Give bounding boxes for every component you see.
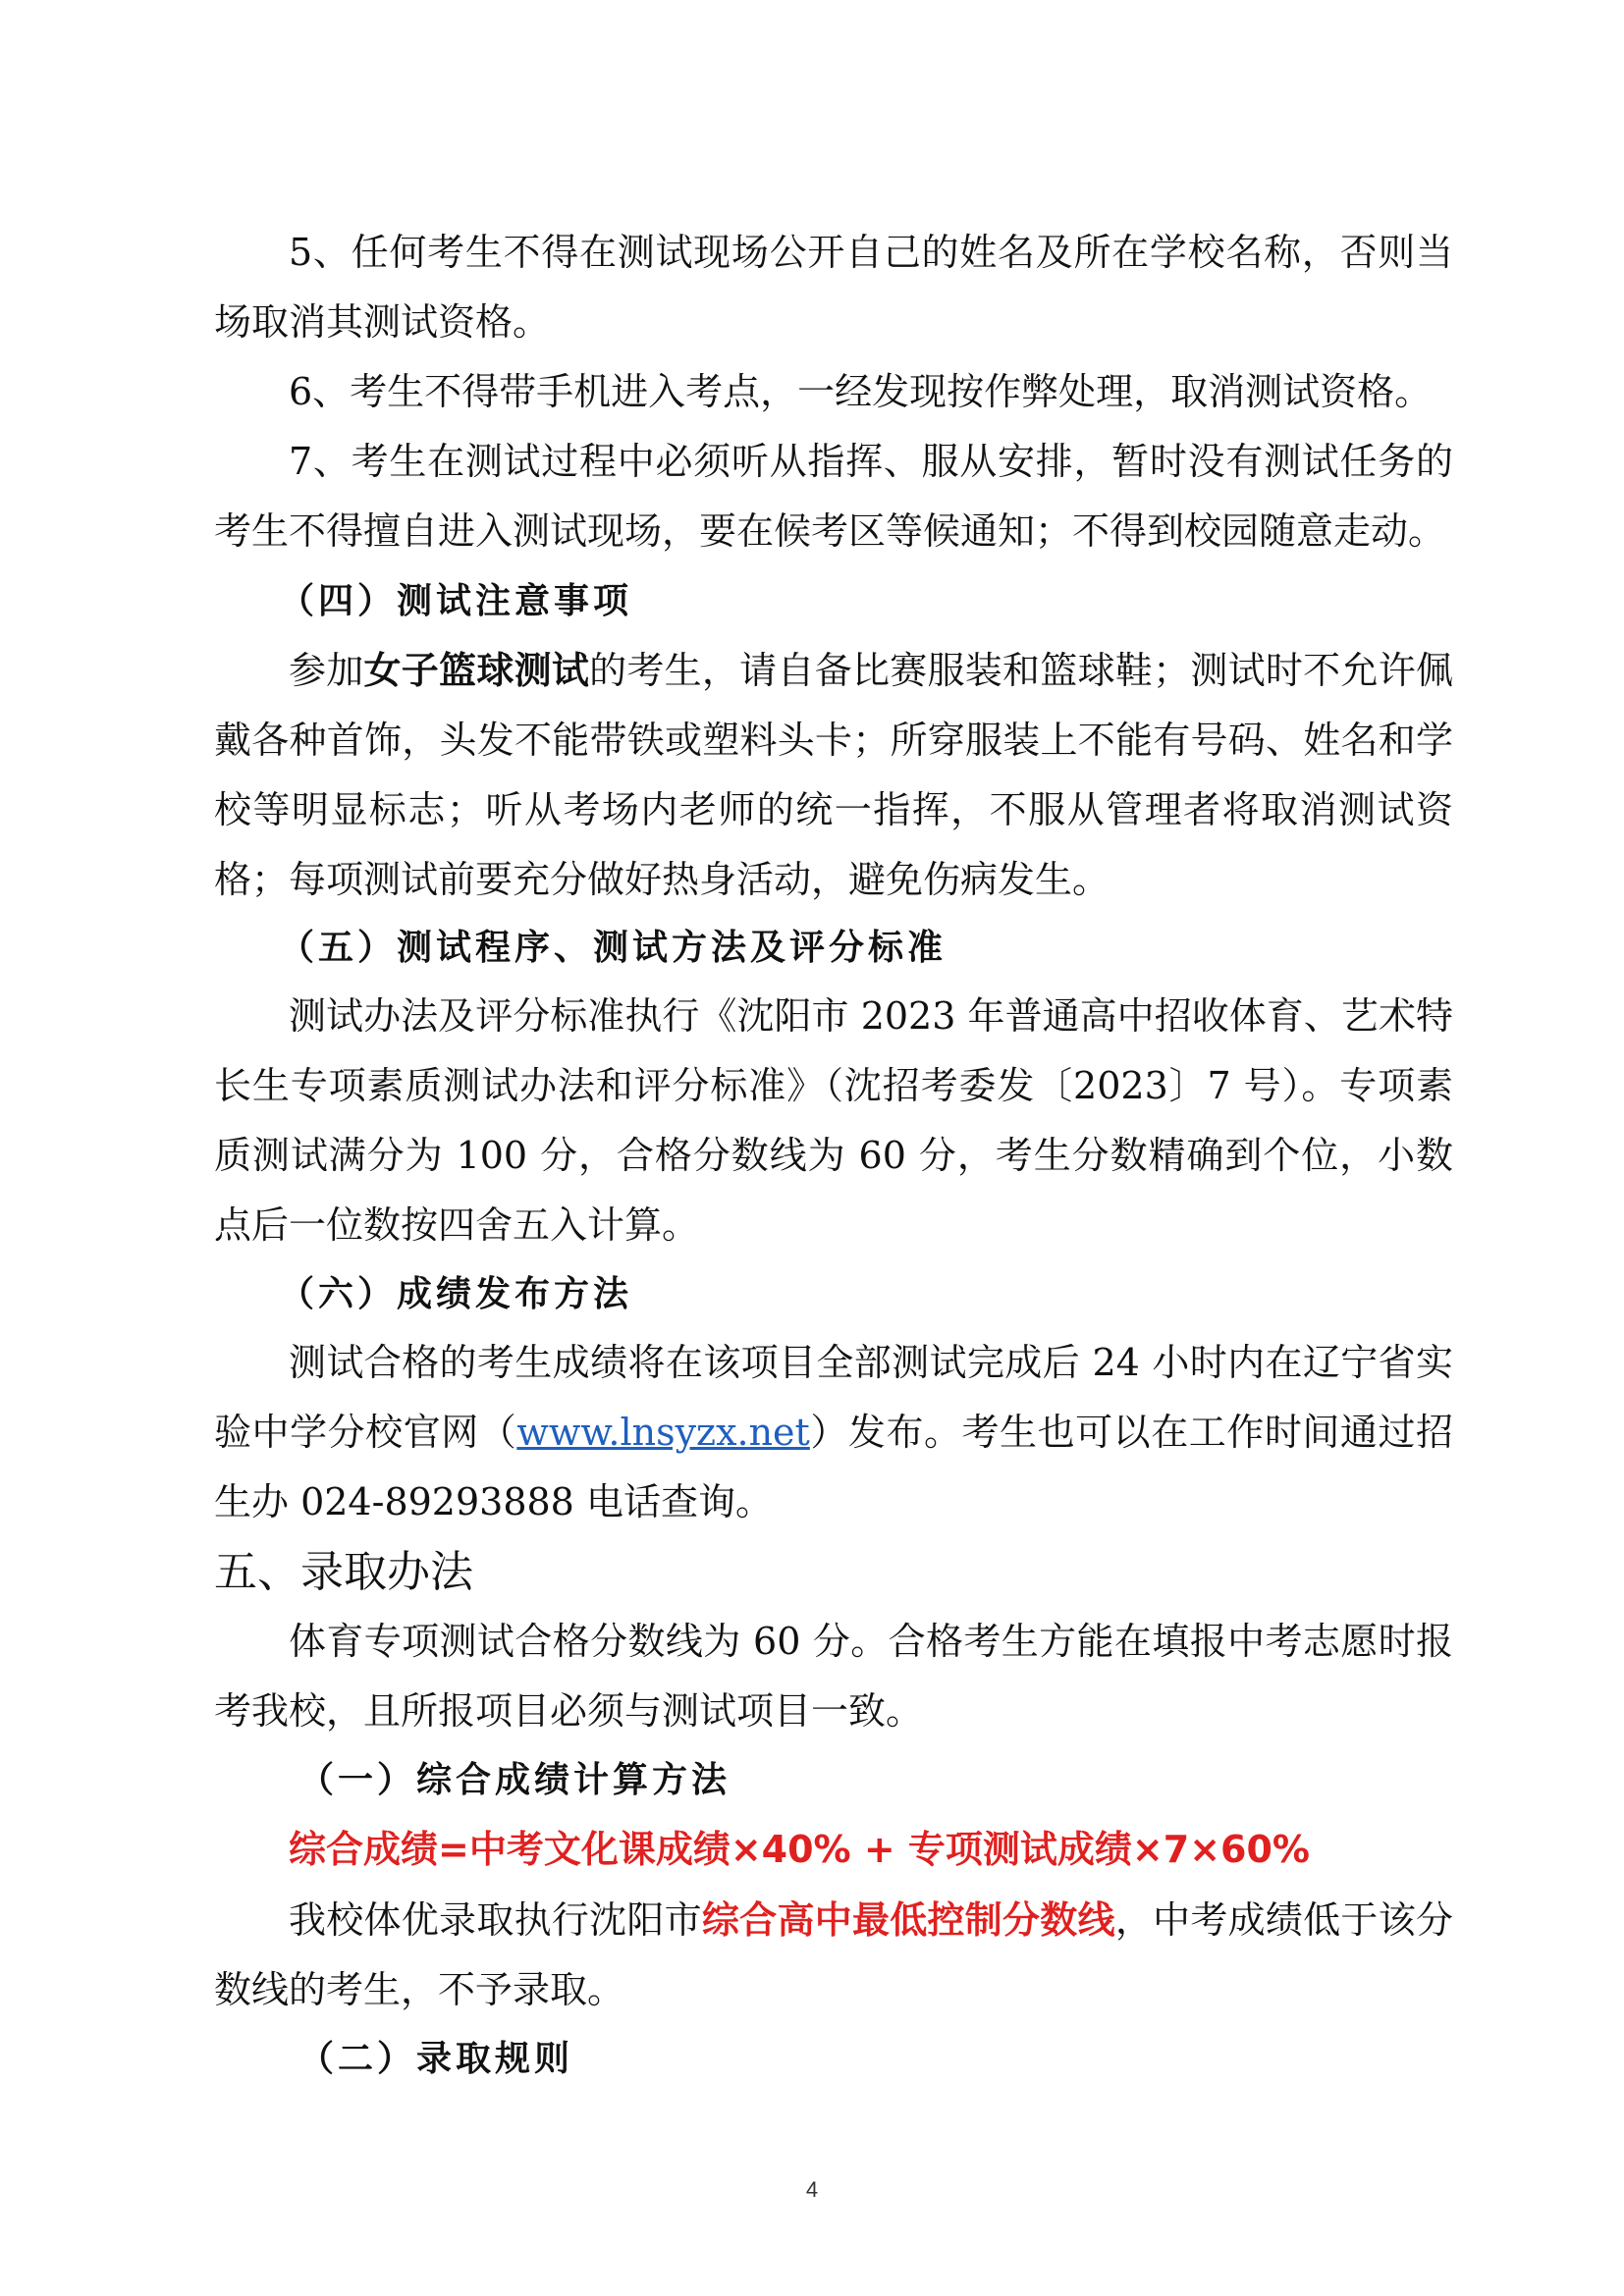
heading-score-release: （六）成绩发布方法 (279, 1274, 633, 1314)
heading-score-calculation: （一）综合成绩计算方法 (298, 1760, 731, 1800)
release-paragraph (214, 1328, 1453, 1537)
school-website-link[interactable]: www.lnsyzx.net (516, 1411, 810, 1454)
notice-paragraph (214, 636, 1453, 915)
policy-text-post: ，中考成绩低于该分数线的考生，不予录取。 (214, 1898, 1453, 2011)
notice-text-post: 的考生，请自备比赛服装和篮球鞋；测试时不允许佩戴各种首饰，头发不能带铁或塑料头卡；所穿服装上不能有号码、姓名和学校等明显标志；听从考场内老师的统一指挥，不服从管理者将取消测试资格；每项测试前要充分做好热身活动，避免伤病发生。 (214, 649, 1453, 901)
policy-text-pre: 我校体优录取执行沈阳市 (289, 1898, 702, 1942)
notice-text-pre: 参加 (289, 649, 364, 692)
admission-paragraph (214, 1607, 1453, 1746)
page-number: 4 (805, 2177, 819, 2202)
composite-score-formula: 综合成绩=中考文化课成绩×40% + 专项测试成绩×7×60% (289, 1828, 1311, 1871)
heading-test-notices: （四）测试注意事项 (279, 581, 633, 621)
release-text-post: ）发布。考生也可以在工作时间通过招生办 024-89293888 电话查询。 (214, 1411, 1453, 1523)
rule-5-paragraph (214, 218, 1453, 357)
release-text-pre: 测试合格的考生成绩将在该项目全部测试完成后 24 小时内在辽宁省实验中学分校官网（ (214, 1341, 1453, 1454)
policy-paragraph (214, 1885, 1453, 2025)
section-admission-heading: 五、录取办法 (214, 1547, 473, 1597)
rule-7-paragraph (214, 427, 1453, 566)
rule-6-paragraph (214, 357, 1453, 427)
notice-bold-text: 女子篮球测试 (363, 649, 590, 692)
rule-5-text: 5、任何考生不得在测试现场公开自己的姓名及所在学校名称，否则当场取消其测试资格。 (214, 231, 1453, 344)
method-paragraph (214, 982, 1453, 1260)
admission-text: 体育专项测试合格分数线为 60 分。合格考生方能在填报中考志愿时报考我校，且所报项目必须与测试项目一致。 (214, 1620, 1453, 1733)
heading-test-procedure: （五）测试程序、测试方法及评分标准 (279, 928, 947, 968)
method-text: 测试办法及评分标准执行《沈阳市 2023 年普通高中招收体育、艺术特长生专项素质测试办法和评分标准》（沈招考委发〔2023〕7 号）。专项素质测试满分为 100 分，合格分数线为 60 分，考生分数精确到个位，小数点后一位数按四舍五入计算。 (214, 994, 1453, 1247)
heading-admission-rules: （二）录取规则 (298, 2039, 574, 2079)
rule-7-text: 7、考生在测试过程中必须听从指挥、服从安排，暂时没有测试任务的考生不得擅自进入测试现场，要在候考区等候通知；不得到校园随意走动。 (214, 440, 1453, 553)
control-line-highlight: 综合高中最低控制分数线 (701, 1897, 1115, 1942)
rule-6-text: 6、考生不得带手机进入考点，一经发现按作弊处理，取消测试资格。 (289, 370, 1433, 413)
